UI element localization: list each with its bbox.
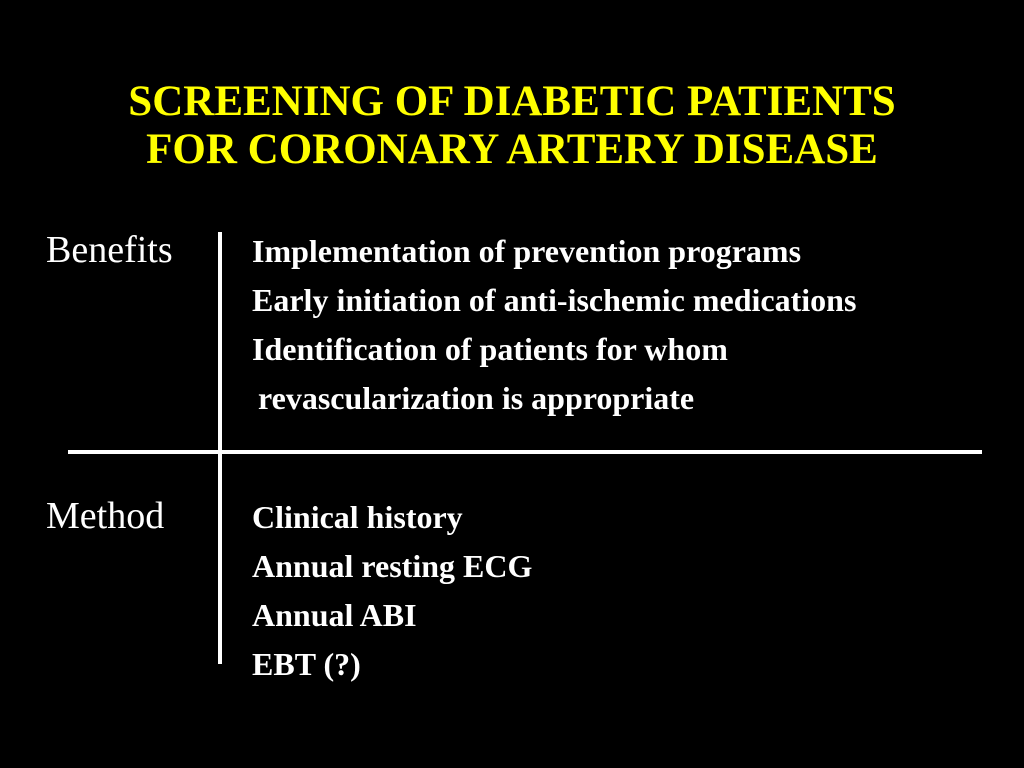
vertical-divider xyxy=(218,232,222,664)
benefits-label: Benefits xyxy=(46,229,173,271)
method-item: Annual ABI xyxy=(252,597,417,633)
benefits-item-continuation: revascularization is appropriate xyxy=(258,380,695,416)
benefits-item: Early initiation of anti-ischemic medications xyxy=(252,282,857,318)
title-line-2: FOR CORONARY ARTERY DISEASE xyxy=(146,126,878,173)
method-label: Method xyxy=(46,495,165,537)
benefits-item: Implementation of prevention programs xyxy=(252,233,802,269)
method-item: Clinical history xyxy=(252,499,463,535)
slide-title xyxy=(0,78,1024,174)
method-item: EBT (?) xyxy=(252,646,361,682)
horizontal-divider xyxy=(68,450,982,454)
benefits-item: Identification of patients for whom xyxy=(252,331,728,367)
method-list xyxy=(252,493,532,689)
title-line-1: SCREENING OF DIABETIC PATIENTS xyxy=(128,78,896,125)
benefits-list xyxy=(252,227,856,423)
method-item: Annual resting ECG xyxy=(252,548,533,584)
